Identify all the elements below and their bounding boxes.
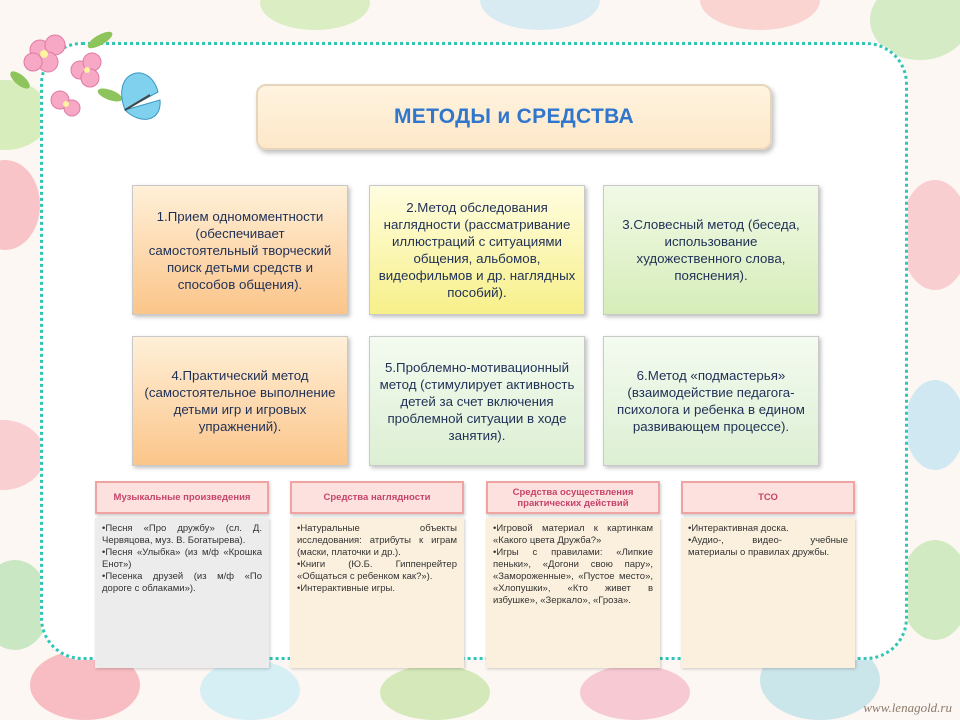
decor-petal (380, 665, 490, 720)
list-item: •Интерактивные игры. (297, 583, 395, 594)
method-box-2 (369, 185, 585, 315)
column-body (290, 518, 464, 668)
method-box-6 (603, 336, 819, 466)
means-column-visual (290, 481, 464, 668)
list-item: •Песня «Улыбка» (из м/ф «Крошка Енот») (102, 547, 262, 570)
column-header: ТСО (681, 481, 855, 514)
decor-petal (0, 160, 40, 250)
list-item: •Игры с правилами: «Липкие пеньки», «Догони свою пару», «Замороженные», «Пустое место», «Хлопушки», «Кто живет в избушке», «Зеркало», «Гроза». (493, 547, 653, 606)
list-item: •Аудио-, видео- учебные материалы о правилах дружбы. (688, 535, 848, 558)
means-column-music (95, 481, 269, 668)
list-item: •Песня «Про дружбу» (сл. Д. Червяцова, муз. В. Богатырева). (102, 523, 262, 546)
column-body (681, 518, 855, 668)
method-text: 4.Практический метод (самостоятельное выполнение детьми игр и игровых упражнений). (144, 368, 336, 434)
page-title: МЕТОДЫ и СРЕДСТВА (256, 84, 772, 150)
method-text: 5.Проблемно-мотивационный метод (стимулирует активность детей за счет включения проблемной ситуации в ходе занятия). (379, 359, 575, 443)
column-body (95, 518, 269, 668)
list-item: •Игровой материал к картинкам «Какого цвета Дружба?» (493, 523, 653, 546)
method-text: 6.Метод «подмастерья» (взаимодействие педагога-психолога и ребенка в едином развивающем процессе). (617, 368, 805, 434)
decor-petal (905, 380, 960, 470)
list-item: •Песенка друзей (из м/ф «По дороге с облаками»). (102, 571, 262, 594)
decor-petal (700, 0, 820, 30)
column-header: Средства наглядности (290, 481, 464, 514)
method-box-1 (132, 185, 348, 315)
decor-petal (900, 180, 960, 290)
decor-petal (580, 665, 690, 720)
list-item: •Книги (Ю.Б. Гиппенрейтер «Общаться с ребенком как?»). (297, 559, 457, 582)
list-item: •Интерактивная доска. (688, 523, 789, 534)
method-text: 1.Прием одномоментности (обеспечивает самостоятельный творческий поиск детьми средств и способов общения). (148, 208, 332, 292)
decor-petal (0, 420, 45, 490)
decor-petal (900, 540, 960, 640)
column-header: Музыкальные произведения (95, 481, 269, 514)
method-box-5 (369, 336, 585, 466)
watermark: www.lenagold.ru (863, 700, 952, 715)
decor-petal (480, 0, 600, 30)
flower-butterfly-icon (0, 0, 190, 170)
decor-petal (200, 660, 300, 720)
method-text: 3.Словесный метод (беседа, использование художественного слова, пояснения). (622, 217, 800, 283)
list-item: •Натуральные объекты исследования: атрибуты к играм (маски, платочки и др.). (297, 523, 457, 558)
means-column-tso (681, 481, 855, 668)
method-box-3 (603, 185, 819, 315)
method-box-4 (132, 336, 348, 466)
means-column-practical (486, 481, 660, 668)
decor-petal (260, 0, 370, 30)
column-body (486, 518, 660, 668)
method-text: 2.Метод обследования наглядности (рассматривание иллюстраций с ситуациями общения, альбомов, видеофильмов и др. наглядных пособий). (378, 200, 576, 300)
column-header: Средства осуществления практических действий (486, 481, 660, 514)
